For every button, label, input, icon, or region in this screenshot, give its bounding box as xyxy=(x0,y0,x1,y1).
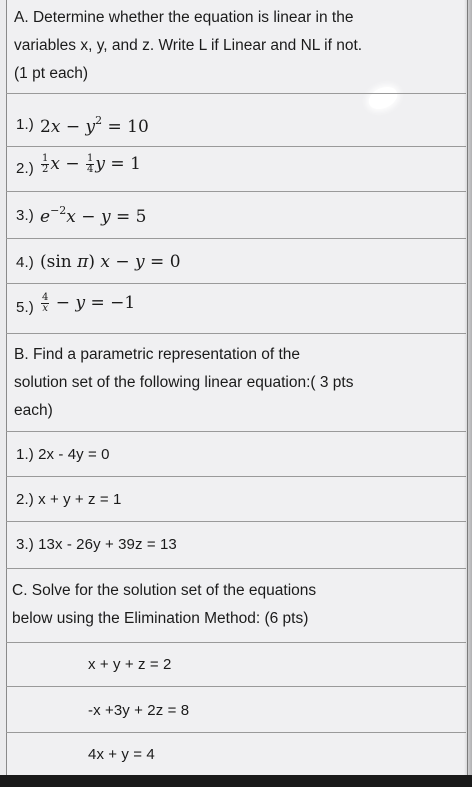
a-item-5-number: 5.) xyxy=(16,299,34,316)
divider xyxy=(6,642,466,643)
divider xyxy=(6,732,466,733)
section-b-header-line3: each) xyxy=(14,402,53,419)
section-a-header-line1: A. Determine whether the equation is linear in the xyxy=(14,9,354,26)
divider xyxy=(6,568,466,569)
divider xyxy=(6,686,466,687)
a-item-3-number: 3.) xyxy=(16,207,34,224)
divider xyxy=(6,333,466,334)
a-item-1-number: 1.) xyxy=(16,116,34,133)
a-item-4-number: 4.) xyxy=(16,254,34,271)
section-a-header-line3: (1 pt each) xyxy=(14,65,89,82)
divider xyxy=(6,476,466,477)
bottom-edge xyxy=(0,775,472,787)
divider xyxy=(6,238,466,239)
a-item-number: 2. xyxy=(16,160,29,177)
divider xyxy=(6,191,466,192)
divider xyxy=(6,93,466,94)
divider xyxy=(6,283,466,284)
b-item-1: 1.) 2x - 4y = 0 xyxy=(16,446,110,463)
section-b-header-line1: B. Find a parametric representation of the xyxy=(14,346,301,363)
section-b-header-line2: solution set of the following linear equation:( 3 pts xyxy=(14,374,354,391)
divider xyxy=(6,521,466,522)
edge-shadow xyxy=(464,0,472,787)
section-c-header-line2: below using the Elimination Method: (6 pts) xyxy=(12,610,309,627)
section-c-header-line1: C. Solve for the solution set of the equations xyxy=(12,582,317,599)
divider xyxy=(6,431,466,432)
divider xyxy=(6,146,466,147)
a-item-number: 4. xyxy=(16,254,29,271)
b-item-2: 2.) x + y + z = 1 xyxy=(16,491,122,508)
a-item-2-number: 2.) xyxy=(16,160,34,177)
c-equation-1: x + y + z = 2 xyxy=(88,656,172,673)
c-equation-2: -x +3y + 2z = 8 xyxy=(88,702,190,719)
c-equation-3: 4x + y = 4 xyxy=(88,746,155,763)
b-item-3: 3.) 13x - 26y + 39z = 13 xyxy=(16,536,177,553)
a-item-2-equation: $\frac{1}{2}$ x − $\frac{1}{4}$ y = 1 xyxy=(42,153,141,175)
a-item-number: 1. xyxy=(16,116,29,133)
section-a-header-line2: variables x, y, and z. Write L if Linear and NL if not. xyxy=(14,37,363,54)
a-item-3-equation: $e^{-2}x - y = 5$ xyxy=(40,204,147,227)
a-item-number: 3. xyxy=(16,207,29,224)
a-item-1-equation: $2x - y^2 = 10$ xyxy=(40,114,149,137)
a-item-5-equation: $\frac{4}{x}$ − y = −1 xyxy=(42,292,136,314)
a-item-4-equation: (sin π) x − y = 0 xyxy=(40,252,181,272)
a-item-number: 5. xyxy=(16,299,29,316)
